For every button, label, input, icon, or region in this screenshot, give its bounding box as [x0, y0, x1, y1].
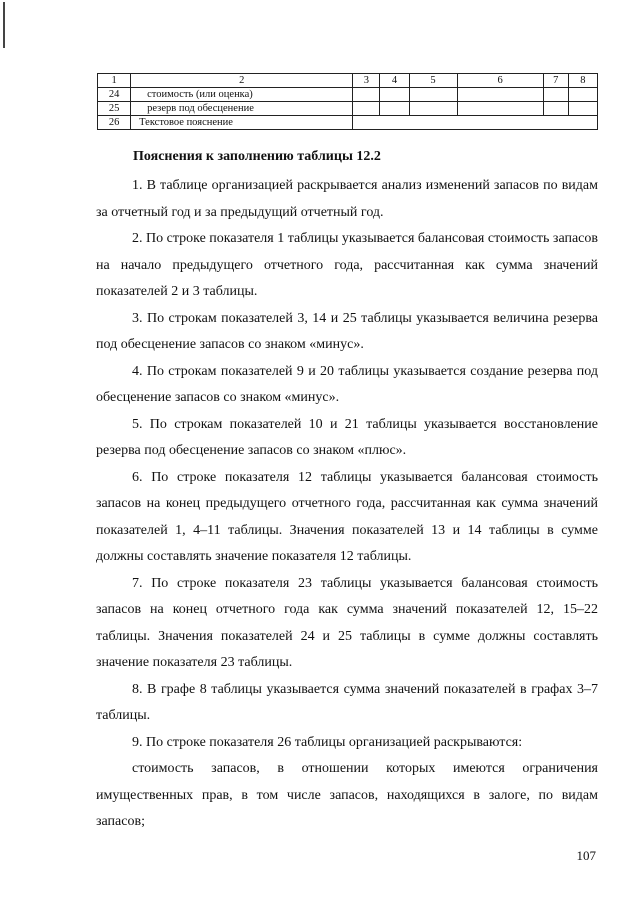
- table-cell: [380, 88, 409, 102]
- section-heading: Пояснения к заполнению таблицы 12.2: [133, 149, 381, 164]
- table-header-row: [98, 74, 598, 88]
- row-label: резерв под обесценение: [131, 102, 353, 116]
- explanation-text: [96, 173, 598, 836]
- table-cell: [409, 88, 457, 102]
- table-cell: [380, 102, 409, 116]
- table-cell: [568, 88, 597, 102]
- row-number: 24: [98, 88, 131, 102]
- column-header: 7: [543, 74, 568, 88]
- table-cell: [543, 102, 568, 116]
- table-cell: [457, 102, 543, 116]
- table-cell: [543, 88, 568, 102]
- row-number: 26: [98, 116, 131, 130]
- table-row: [98, 102, 598, 116]
- row-label: стоимость (или оценка): [131, 88, 353, 102]
- paragraph: 2. По строке показателя 1 таблицы указывается балансовая стоимость запасов на начало предыдущего отчетного года, рассчитанная как сумма значений показателей 2 и 3 таблицы.: [96, 231, 599, 299]
- indicator-table: [97, 73, 598, 130]
- margin-mark: [3, 2, 5, 48]
- column-header: 1: [98, 74, 131, 88]
- paragraph: 3. По строкам показателей 3, 14 и 25 таблицы указывается величина резерва под обесценение запасов со знаком «минус».: [96, 310, 598, 352]
- row-label: Текстовое пояснение: [131, 116, 353, 130]
- paragraph: стоимость запасов, в отношении которых имеются ограничения имущественных прав, в том числе запасов, находящихся в залоге, по видам запасов;: [96, 761, 598, 829]
- table-cell: [457, 88, 543, 102]
- column-header: 4: [380, 74, 409, 88]
- table-cell: [353, 88, 380, 102]
- column-header: 3: [353, 74, 380, 88]
- merged-cell: [353, 116, 598, 130]
- row-number: 25: [98, 102, 131, 116]
- paragraph: 8. В графе 8 таблицы указывается сумма значений показателей в графах 3–7 таблицы.: [96, 681, 598, 723]
- paragraph: 9. По строке показателя 26 таблицы организацией раскрываются:: [132, 734, 523, 750]
- column-header: 5: [409, 74, 457, 88]
- column-header: 8: [568, 74, 597, 88]
- column-header: 2: [131, 74, 353, 88]
- table-cell: [568, 102, 597, 116]
- page-number: 107: [576, 848, 596, 863]
- table-cell: [409, 102, 457, 116]
- paragraph: 5. По строкам показателей 10 и 21 таблицы указывается восстановление резерва под обесценение запасов со знаком «плюс».: [96, 416, 598, 458]
- paragraph: 6. По строке показателя 12 таблицы указывается балансовая стоимость запасов на конец предыдущего отчетного года, рассчитанная как сумма значений показателей 1, 4–11 таблицы. Значения показателей 13 и 14 таблицы в сумме должны составлять значение показателя 12 таблицы.: [96, 469, 598, 564]
- paragraph: 4. По строкам показателей 9 и 20 таблицы указывается создание резерва под обесценение запасов со знаком «минус».: [96, 363, 598, 405]
- table-row: [98, 88, 598, 102]
- table-row: [98, 116, 598, 130]
- table-cell: [353, 102, 380, 116]
- column-header: 6: [457, 74, 543, 88]
- paragraph: 7. По строке показателя 23 таблицы указывается балансовая стоимость запасов на конец отчетного года как сумма значений показателей 12, 15–22 таблицы. Значения показателей 24 и 25 таблицы в сумме должны составлять значение показателя 23 таблицы.: [96, 575, 598, 670]
- paragraph: 1. В таблице организацией раскрывается анализ изменений запасов по видам за отчетный год и за предыдущий отчетный год.: [96, 178, 598, 220]
